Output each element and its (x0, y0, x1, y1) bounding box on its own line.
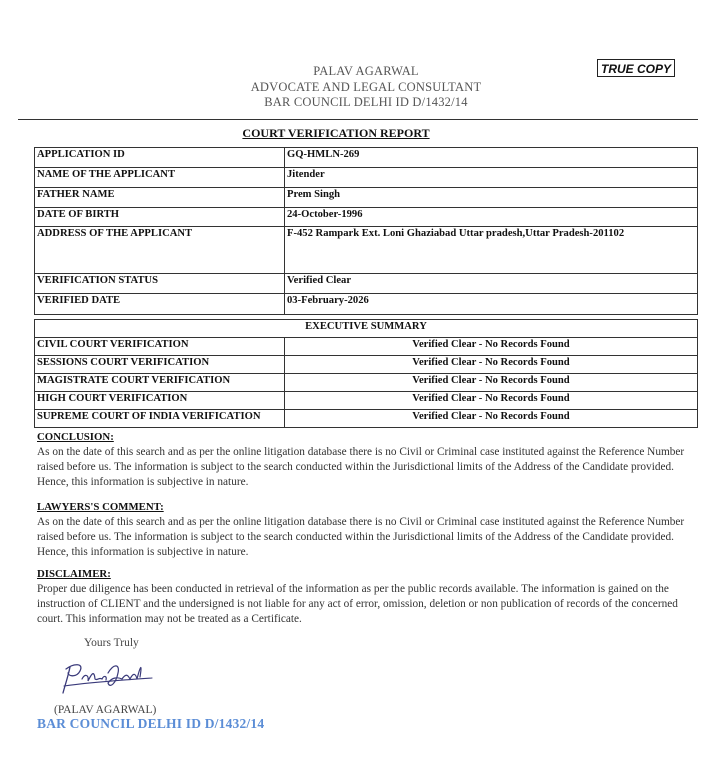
table-row (35, 294, 698, 315)
table-row (35, 320, 698, 338)
detail-value: F-452 Rampark Ext. Loni Ghaziabad Uttar pradesh,Uttar Pradesh-201102 (285, 227, 698, 274)
conclusion-heading: CONCLUSION: (37, 431, 114, 443)
summary-label: HIGH COURT VERIFICATION (35, 392, 285, 410)
true-copy-stamp: TRUE COPY (597, 59, 675, 77)
disclaimer-section (37, 568, 687, 627)
detail-value: Prem Singh (285, 188, 698, 208)
lawyers-comment-heading: LAWYERS'S COMMENT: (37, 501, 164, 513)
table-row (35, 356, 698, 374)
summary-value: Verified Clear - No Records Found (285, 356, 698, 374)
detail-label: DATE OF BIRTH (35, 208, 285, 227)
summary-label: SUPREME COURT OF INDIA VERIFICATION (35, 410, 285, 428)
signatory-name: (PALAV AGARWAL) (54, 704, 157, 716)
executive-summary-table (34, 319, 698, 428)
table-row (35, 227, 698, 274)
detail-value: Jitender (285, 168, 698, 188)
table-row (35, 338, 698, 356)
detail-label: ADDRESS OF THE APPLICANT (35, 227, 285, 274)
summary-value: Verified Clear - No Records Found (285, 410, 698, 428)
conclusion-section (37, 431, 687, 490)
detail-label: NAME OF THE APPLICANT (35, 168, 285, 188)
signatory-bar-id: BAR COUNCIL DELHI ID D/1432/14 (37, 716, 265, 731)
advocate-name: PALAV AGARWAL (313, 64, 419, 78)
table-row (35, 374, 698, 392)
summary-value: Verified Clear - No Records Found (285, 374, 698, 392)
handwritten-signature (58, 655, 158, 697)
detail-label: APPLICATION ID (35, 148, 285, 168)
advocate-bar-id: BAR COUNCIL DELHI ID D/1432/14 (264, 95, 468, 109)
conclusion-text: As on the date of this search and as per the online litigation database there is no Civil or Criminal case instituted against the Reference Number raised before us. The information is subject to the search conducted within the Jurisdictional limits of the Address of the Candidate provided. Hence, this information is subjective in nature. (37, 446, 685, 488)
disclaimer-heading: DISCLAIMER: (37, 568, 111, 580)
table-row (35, 188, 698, 208)
summary-label: MAGISTRATE COURT VERIFICATION (35, 374, 285, 392)
detail-label: VERIFIED DATE (35, 294, 285, 315)
header-divider (18, 119, 698, 120)
advocate-designation: ADVOCATE AND LEGAL CONSULTANT (250, 79, 482, 94)
summary-label: CIVIL COURT VERIFICATION (35, 338, 285, 356)
disclaimer-text: Proper due diligence has been conducted in retrieval of the information as per the public records available. The information is gained on the instruction of CLIENT and the undersigned is not liable for any act of error, omission, deletion or non publication of records of the concerned court. This information may not be treated as a Certificate. (37, 583, 678, 625)
summary-title: EXECUTIVE SUMMARY (35, 320, 698, 338)
lawyers-comment-text: As on the date of this search and as per the online litigation database there is no Civil or Criminal case instituted against the Reference Number raised before us. The information is subject to the search conducted within the Jurisdictional limits of the Address of the Candidate provided. Hence, this information is subjective in nature. (37, 516, 685, 558)
closing-salutation: Yours Truly (84, 637, 139, 649)
report-title: COURT VERIFICATION REPORT (242, 126, 430, 140)
summary-value: Verified Clear - No Records Found (285, 338, 698, 356)
detail-value: 03-February-2026 (285, 294, 698, 315)
lawyers-comment-section (37, 501, 687, 560)
table-row (35, 410, 698, 428)
applicant-details-table (34, 147, 698, 315)
detail-value: GQ-HMLN-269 (285, 148, 698, 168)
detail-value: 24-October-1996 (285, 208, 698, 227)
table-row (35, 274, 698, 294)
summary-value: Verified Clear - No Records Found (285, 392, 698, 410)
detail-label: VERIFICATION STATUS (35, 274, 285, 294)
summary-label: SESSIONS COURT VERIFICATION (35, 356, 285, 374)
table-row (35, 208, 698, 227)
detail-value: Verified Clear (285, 274, 698, 294)
table-row (35, 168, 698, 188)
table-row (35, 392, 698, 410)
table-row (35, 148, 698, 168)
detail-label: FATHER NAME (35, 188, 285, 208)
